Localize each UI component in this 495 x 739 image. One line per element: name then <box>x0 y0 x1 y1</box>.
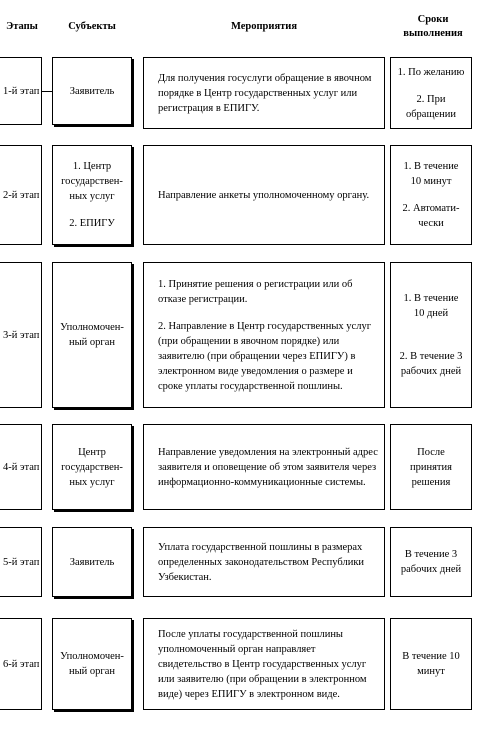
term-box <box>390 57 472 129</box>
subject-text: Заявитель <box>69 85 115 97</box>
activity-text: 1. Принятие решения о регистрации или об отказе регистрации. <box>158 278 353 305</box>
activity-text: Направление уведомления на электронный адрес заявителя и оповещение об этом заявителя через информационно-коммуникационные системы. <box>158 446 378 488</box>
term-text: 2. При обращении <box>405 93 457 120</box>
subject-box <box>52 424 132 510</box>
term-text: 2. Автомати-чески <box>402 203 460 229</box>
activity-text: Уплата государственной пошлины в размерах определенных законодательством Республики Узбекистан. <box>158 541 365 583</box>
stage-label: 4-й этап <box>0 424 42 510</box>
stage-label: 1-й этап <box>0 57 42 125</box>
subject-text: Центр государствен-ных услуг <box>61 446 123 488</box>
term-box <box>390 424 472 510</box>
term-text: 1. В течение 10 дней <box>403 293 459 319</box>
subject-text: Заявитель <box>69 556 115 568</box>
stage-label: 2-й этап <box>0 145 42 245</box>
term-text: 2. В течение 3 рабочих дней <box>399 351 463 377</box>
header-terms: Сроки выполнения <box>403 14 463 39</box>
term-text: 1. В течение 10 минут <box>403 161 459 187</box>
term-text: После принятия решения <box>410 446 452 488</box>
stage-label: 3-й этап <box>0 262 42 408</box>
subject-box <box>52 618 132 710</box>
activity-text: Для получения госуслуги обращение в явочном порядке в Центр государственных услуг или регистрация в ЕПИГУ. <box>158 72 372 114</box>
activity-box <box>143 424 385 510</box>
term-box <box>390 262 472 408</box>
subject-text: 2. ЕПИГУ <box>69 218 115 229</box>
stage-label: 5-й этап <box>0 527 42 597</box>
term-text: В течение 3 рабочих дней <box>400 549 462 575</box>
subject-text: Уполномочен-ный орган <box>60 322 124 348</box>
subject-text: Уполномочен-ный орган <box>60 651 124 677</box>
activity-text: Направление анкеты уполномоченному органу. <box>158 189 370 201</box>
activity-box <box>143 527 385 597</box>
activity-box <box>143 57 385 129</box>
term-text: В течение 10 минут <box>402 651 460 677</box>
subject-text: 1. Центр государствен-ных услуг <box>61 161 123 202</box>
stage-label: 6-й этап <box>0 618 42 710</box>
activity-box <box>143 618 385 710</box>
term-box <box>390 527 472 597</box>
header-activities: Мероприятия <box>230 21 298 32</box>
header-subjects: Субъекты <box>68 21 116 32</box>
subject-box <box>52 145 132 245</box>
subject-box <box>52 262 132 408</box>
header-stages: Этапы <box>6 21 38 32</box>
term-box <box>390 618 472 710</box>
subject-box <box>52 57 132 125</box>
term-text: 1. По желанию <box>397 66 465 78</box>
activity-box <box>143 145 385 245</box>
activity-text: После уплаты государственной пошлины уполномоченный орган направляет свидетельство в Центр государственных услуг или заявителю (при обращении в электронном виде) через ЕПИГУ в электронном виде. <box>158 628 367 700</box>
activity-box <box>143 262 385 408</box>
activity-text: 2. Направление в Центр государственных услуг (при обращении в явочном порядке) или заявителю (при обращении через ЕПИГУ) в электронном виде уведомления о размере и сроке уплаты государственной пошлины. <box>158 320 372 392</box>
term-box <box>390 145 472 245</box>
subject-box <box>52 527 132 597</box>
